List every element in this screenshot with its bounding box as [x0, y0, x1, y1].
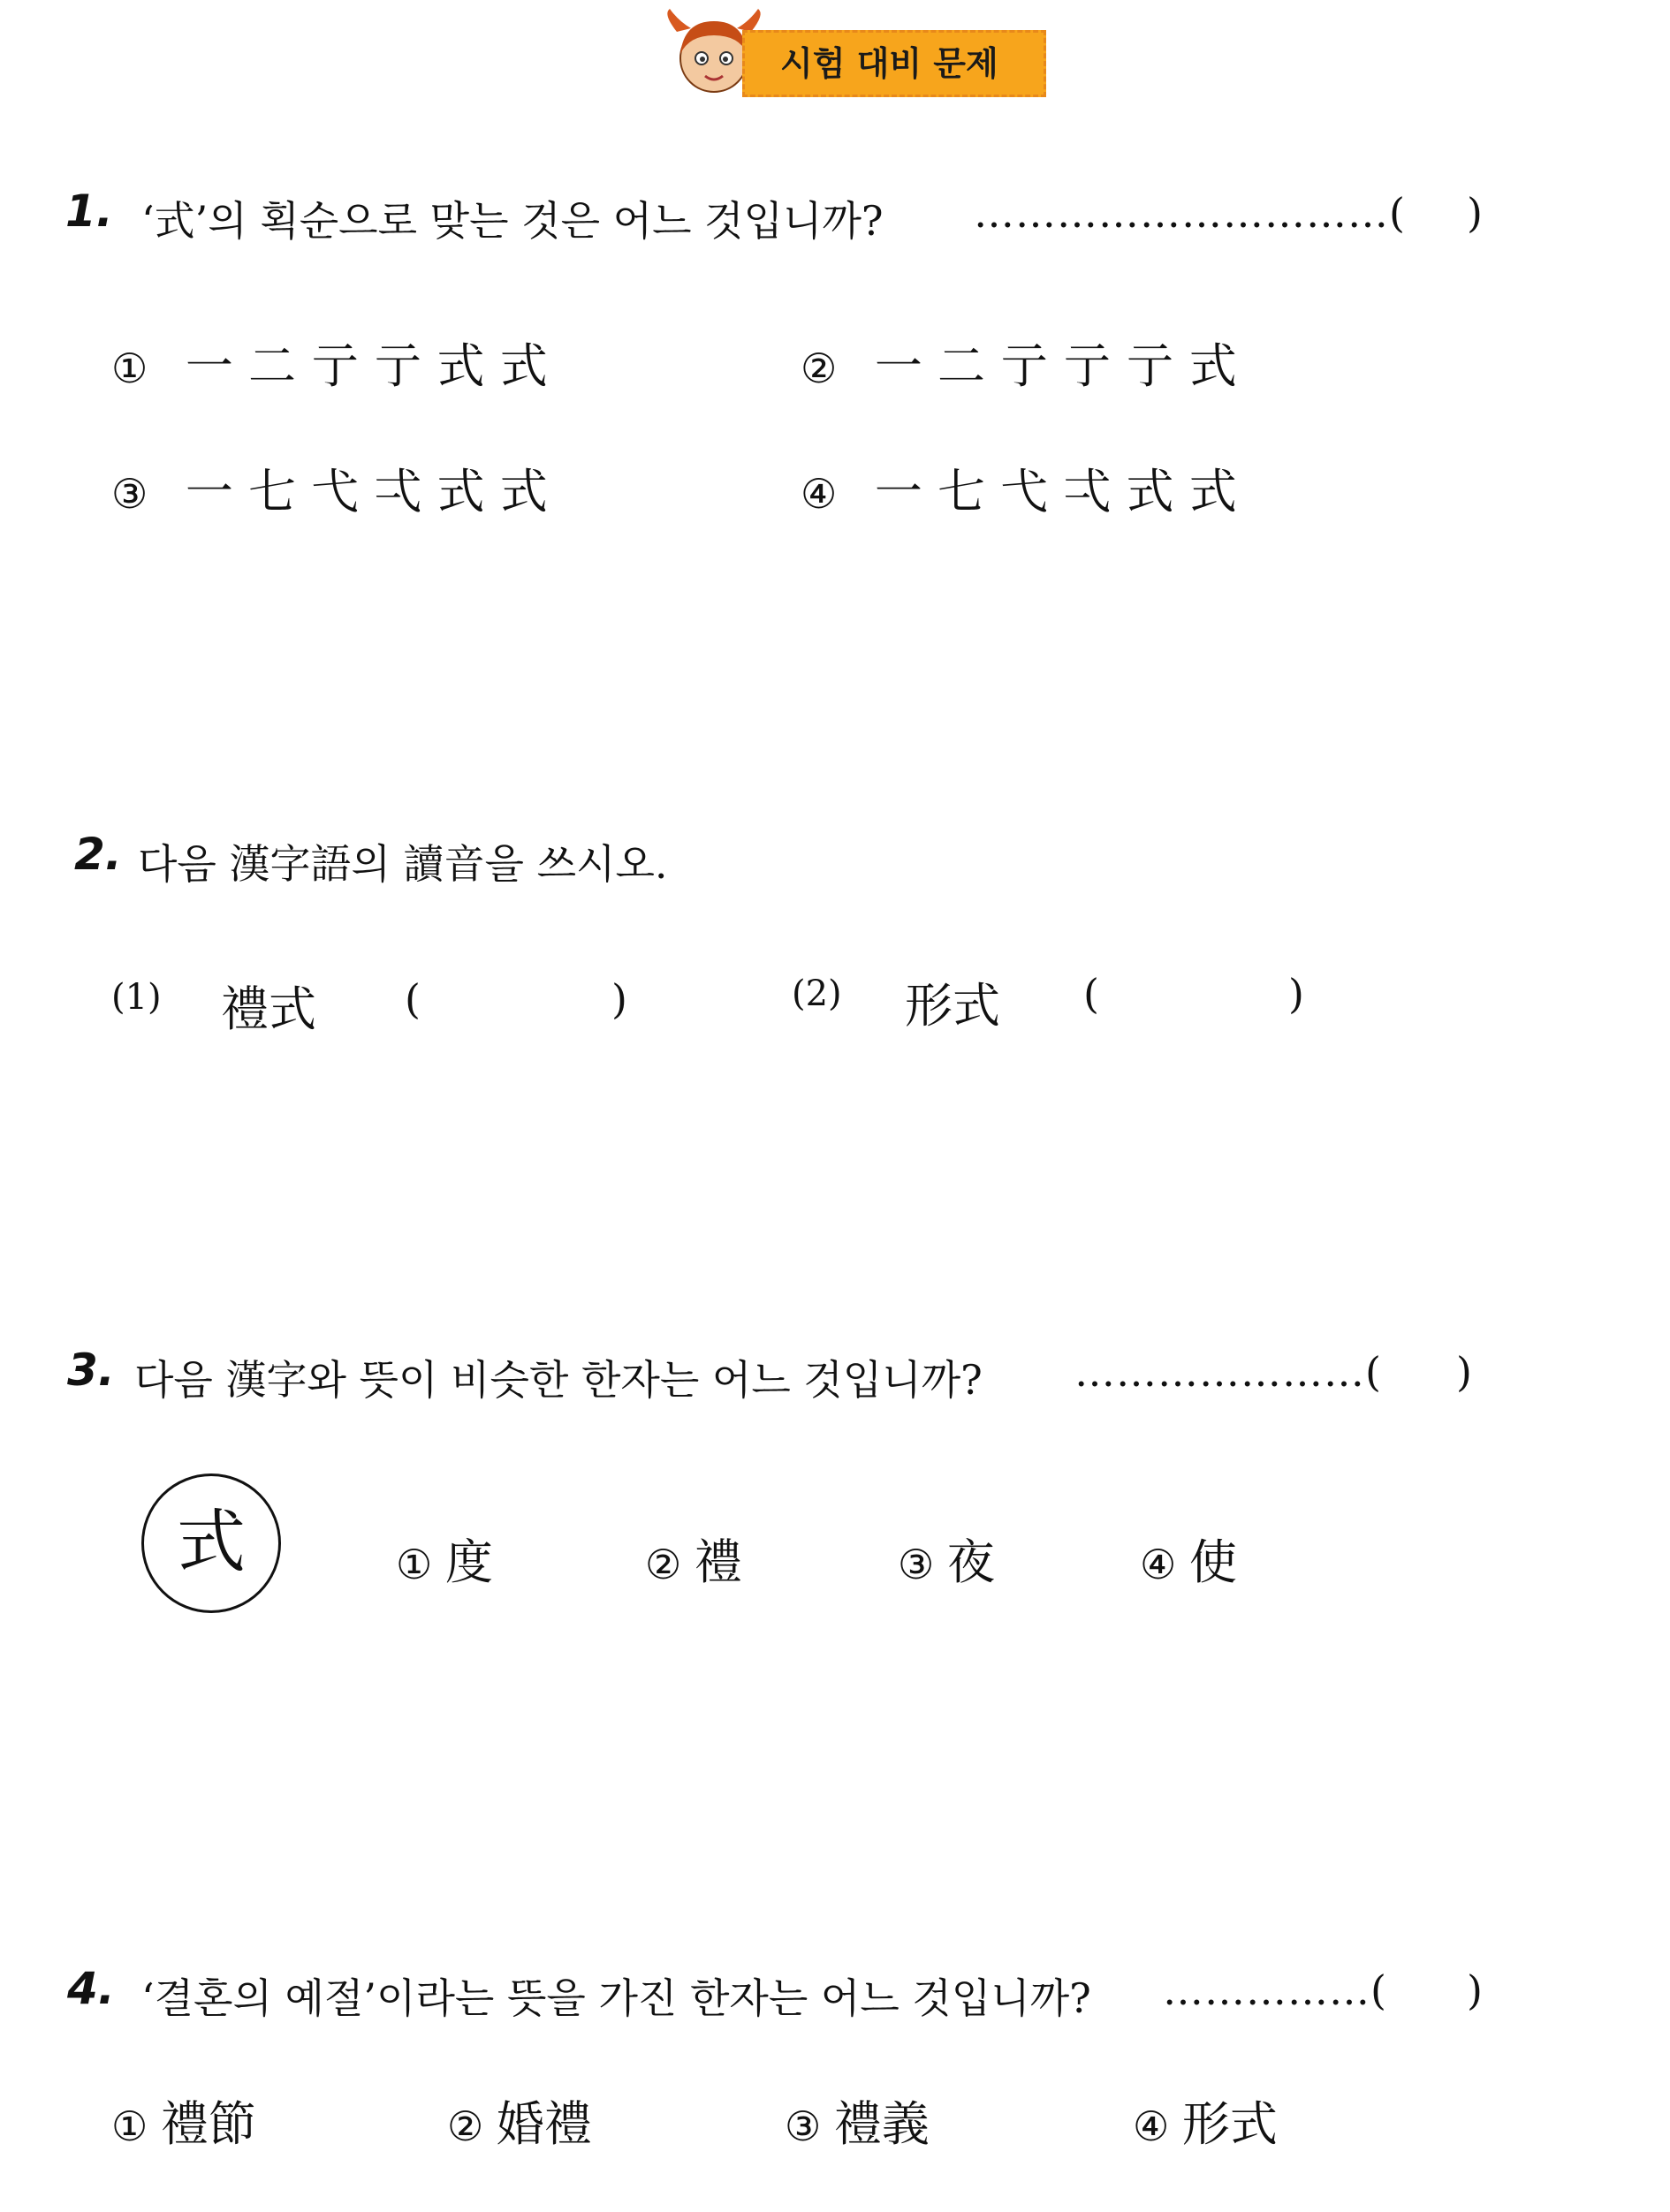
option-char: 夜 — [946, 1534, 995, 1590]
q1-number: 1. — [65, 186, 113, 237]
q3-number: 3. — [67, 1345, 115, 1396]
q2-item-1-close: ) — [611, 975, 627, 1023]
q4-answer-close: ) — [1467, 1966, 1483, 2014]
stroke-order: 一 二 亍 亍 式 式 — [185, 338, 548, 394]
option-mark: ① — [396, 1541, 433, 1588]
q2-item-1-mark: (1) — [111, 977, 162, 1018]
section-badge: 시험 대비 문제 — [742, 30, 1046, 97]
q3-answer-close: ) — [1456, 1348, 1472, 1396]
q3-option-4[interactable] — [1140, 1525, 1237, 1593]
option-mark: ③ — [111, 470, 148, 518]
q1-text: ‘式’의 획순으로 맞는 것은 어느 것입니까? — [141, 197, 884, 245]
q2-item-2-word: 形式 — [905, 978, 1000, 1034]
q4-option-1[interactable] — [111, 2087, 256, 2155]
option-mark: ④ — [1133, 2102, 1170, 2150]
option-word: 禮義 — [833, 2096, 930, 2152]
q4-answer-dots: ……………( — [1163, 1966, 1387, 2014]
q3-option-2[interactable] — [645, 1525, 742, 1593]
q4-option-3[interactable] — [785, 2087, 930, 2155]
q2-item-2-mark: (2) — [792, 973, 842, 1014]
option-mark: ② — [447, 2102, 484, 2150]
q3-answer-dots: …………………( — [1074, 1348, 1382, 1396]
q2-text: 다음 漢字語의 讀音을 쓰시오. — [138, 840, 668, 888]
option-word: 禮節 — [160, 2096, 256, 2152]
q1-answer-close: ) — [1467, 189, 1483, 237]
q2-item-2-answer-input[interactable] — [1104, 970, 1281, 1023]
q2-number: 2. — [74, 829, 122, 880]
option-word: 形式 — [1181, 2096, 1278, 2152]
option-mark: ④ — [1140, 1541, 1177, 1588]
q2-item-1-answer-input[interactable] — [424, 975, 601, 1028]
q1-option-1[interactable] — [111, 329, 548, 397]
q2-item-2-open: ( — [1083, 970, 1099, 1018]
option-char: 使 — [1188, 1534, 1237, 1590]
option-mark: ① — [111, 2102, 148, 2150]
option-mark: ① — [111, 345, 148, 392]
q4-text: ‘결혼의 예절’이라는 뜻을 가진 한자는 어느 것입니까? — [141, 1974, 1091, 2022]
q2-item-2-close: ) — [1288, 970, 1304, 1018]
q4-option-4[interactable] — [1133, 2087, 1278, 2155]
q1-option-2[interactable] — [801, 329, 1237, 397]
option-mark: ④ — [801, 470, 838, 518]
q3-boxed-character: 式 — [141, 1473, 281, 1613]
q1-option-4[interactable] — [801, 454, 1237, 522]
q1-option-3[interactable] — [111, 454, 548, 522]
q3-text: 다음 漢字와 뜻이 비슷한 한자는 어느 것입니까? — [134, 1356, 983, 1404]
option-mark: ② — [645, 1541, 682, 1588]
q2-item-1-open: ( — [405, 975, 421, 1023]
option-word: 婚禮 — [496, 2096, 592, 2152]
q4-option-2[interactable] — [447, 2087, 592, 2155]
option-mark: ② — [801, 345, 838, 392]
stroke-order: 一 七 弋 弌 式 式 — [874, 464, 1237, 519]
option-mark: ③ — [898, 1541, 935, 1588]
q3-option-3[interactable] — [898, 1525, 995, 1593]
stroke-order: 一 二 亍 亍 亍 式 — [874, 338, 1237, 394]
q2-item-1-word: 禮式 — [221, 981, 316, 1037]
stroke-order: 一 七 弋 弌 式 式 — [185, 464, 548, 519]
q1-answer-dots: …………………………( — [974, 189, 1406, 237]
option-char: 禮 — [694, 1534, 742, 1590]
q4-number: 4. — [67, 1963, 115, 2014]
option-char: 度 — [444, 1534, 493, 1590]
q3-option-1[interactable] — [396, 1525, 493, 1593]
option-mark: ③ — [785, 2102, 822, 2150]
